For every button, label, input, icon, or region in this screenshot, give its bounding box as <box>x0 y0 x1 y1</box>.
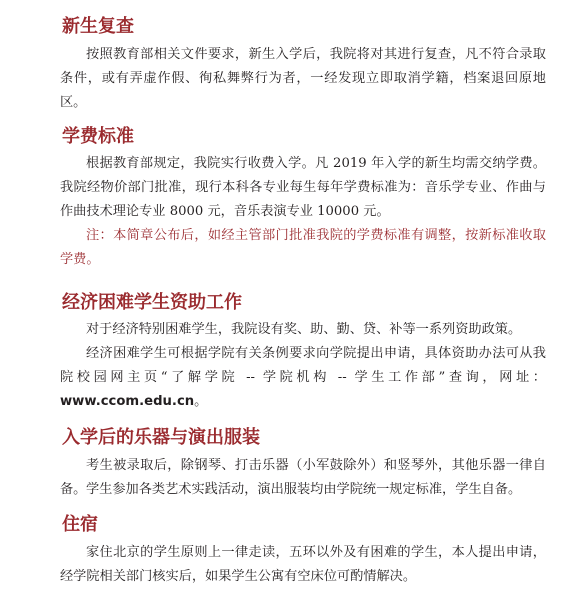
section-heading: 学费标准 <box>62 126 134 147</box>
section-paragraph: 考生被录取后，除钢琴、打击乐器（小军鼓除外）和竖琴外，其他乐器一律自备。 <box>60 458 546 497</box>
section-paragraph: 家住北京的学生原则上一律走读，五环以外及有困难的学生，本人提出申请，经学院相关部门核实后，如果学生公寓有空床位可酌情解决。 <box>60 545 546 584</box>
section-paragraph: 按照教育部相关文件要求，新生入学后，我院将对其进行复查，凡不符合录取条件，或有弄虚作假、徇私舞弊行为者，一经发现立即取消学籍，档案退回原地区。 <box>60 47 546 110</box>
section-heading: 住宿 <box>62 514 98 535</box>
tuition-note: 注：本简章公布后，如经主管部门批准我院的学费标准有调整，按新标准收取学费。 <box>60 228 546 267</box>
section-heading: 新生复查 <box>62 16 134 37</box>
contact-text: 经济困难学生可根据学院有关条例要求向学院提出申请，具体资助办法可从我院校园网主页“了解学院 -- 学院机构 -- 学生工作部”查询，网址： <box>60 346 546 385</box>
financial-aid-contact-paragraph <box>60 342 546 414</box>
section-heading: 入学后的乐器与演出服装 <box>62 427 260 448</box>
section-paragraph: 对于经济特别困难学生，我院设有奖、助、勤、贷、补等一系列资助政策。 <box>86 322 522 337</box>
end-mark: 。 <box>194 394 208 409</box>
section-heading: 经济困难学生资助工作 <box>62 292 242 313</box>
section-paragraph: 学生参加各类艺术实践活动，演出服装均由学院统一规定标准，学生自备。 <box>86 482 522 497</box>
section-paragraph: 根据教育部规定，我院实行收费入学。凡 2019 年入学的新生均需交纳学费。我院经物价部门批准，现行本科各专业每生每年学费标准为：音乐学专业、作曲与作曲技术理论专业 8000 元，音乐表演专业 10000 元。 <box>60 156 546 219</box>
website-link[interactable]: www.ccom.edu.cn <box>60 394 195 409</box>
